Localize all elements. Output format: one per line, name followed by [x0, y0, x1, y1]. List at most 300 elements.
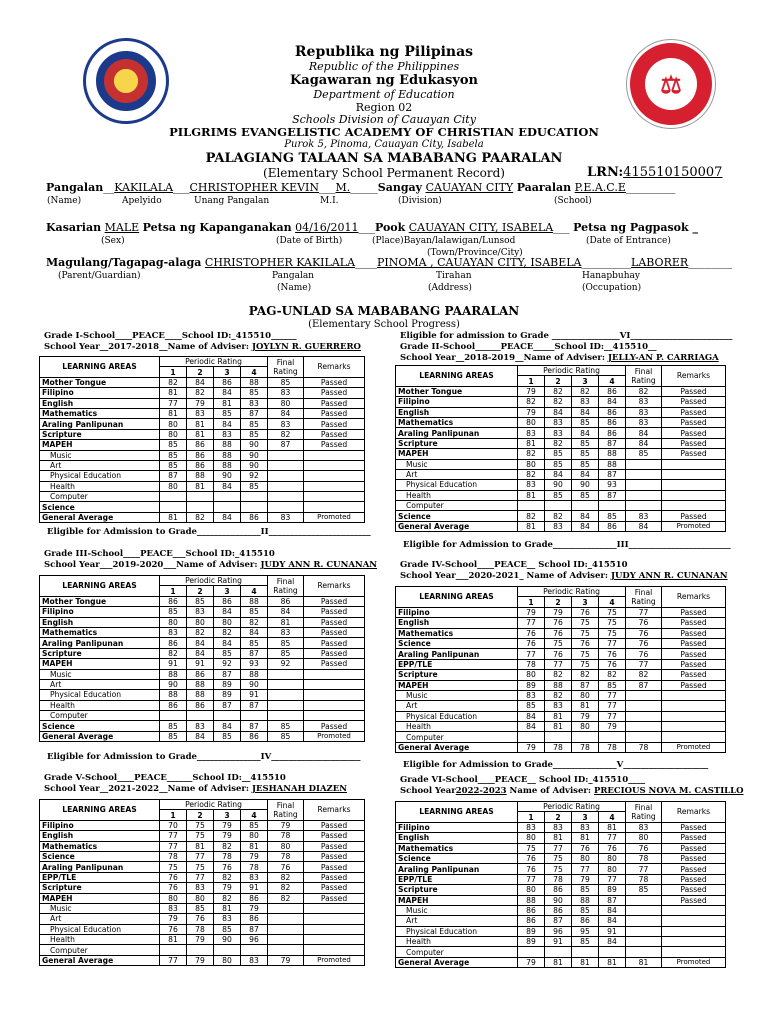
- school-year-line: School Year___2019-2020___Name of Adviser: JUDY ANN R. CUNANAN: [44, 560, 378, 570]
- remarks-cell: Passed: [304, 429, 365, 439]
- quarter-grade: 82: [545, 511, 572, 521]
- learning-area: Araling Panlipunan: [396, 864, 518, 874]
- final-grade: 82: [268, 893, 304, 903]
- quarter-grade: 77: [187, 851, 214, 861]
- republic-heading: Republika ng Pilipinas: [294, 44, 474, 60]
- quarter-grade: 82: [160, 377, 187, 387]
- adviser-name: JUDY ANN R. CUNANAN: [260, 560, 378, 570]
- quarter-grade: 84: [599, 937, 626, 947]
- lrn-field: LRN:415510150007: [587, 165, 723, 180]
- quarter-grade: 85: [241, 481, 268, 491]
- periodic-rating-header: Periodic Rating: [160, 357, 268, 367]
- quarter-grade: 81: [160, 388, 187, 398]
- final-grade: [626, 711, 662, 721]
- table-row: [40, 471, 365, 481]
- remarks-cell: Passed: [304, 721, 365, 731]
- quarter-grade: 77: [599, 690, 626, 700]
- grade-school-line: Grade V-School____PEACE______School ID:__415510: [44, 773, 286, 783]
- final-grade: [626, 916, 662, 926]
- learning-area: Art: [396, 916, 518, 926]
- quarter-grade: 75: [599, 628, 626, 638]
- quarter-grade: 75: [545, 864, 572, 874]
- quarter-grade: 86: [599, 407, 626, 417]
- quarter-grade: 77: [160, 841, 187, 851]
- quarter-grade: 79: [214, 883, 241, 893]
- remarks-cell: Passed: [662, 428, 726, 438]
- quarter-grade: 81: [545, 957, 572, 967]
- final-grade: 76: [626, 638, 662, 648]
- final-grade: [626, 480, 662, 490]
- quarter-grade: 80: [599, 864, 626, 874]
- quarter-grade: 76: [518, 853, 545, 863]
- quarter-grade: 90: [241, 450, 268, 460]
- quarter-grade: 89: [518, 937, 545, 947]
- remarks-cell: Passed: [662, 874, 726, 884]
- quarter-grade: 79: [214, 820, 241, 830]
- quarter-grade: 76: [572, 638, 599, 648]
- remarks-cell: Passed: [662, 511, 726, 521]
- place-caption-2: (Town/Province/City): [427, 248, 523, 258]
- table-row: [40, 690, 365, 700]
- final-grade: 80: [268, 398, 304, 408]
- remarks-cell: [304, 700, 365, 710]
- learning-area: Filipino: [40, 388, 160, 398]
- division-caption: (Division): [398, 196, 442, 206]
- learning-area: Filipino: [396, 822, 518, 832]
- quarter-grade: 81: [160, 935, 187, 945]
- quarter-grade: 75: [572, 649, 599, 659]
- dob-caption: (Date of Birth): [276, 236, 343, 246]
- remarks-cell: Passed: [304, 617, 365, 627]
- quarter-grade: 82: [187, 627, 214, 637]
- final-grade: 78: [626, 874, 662, 884]
- table-row: [40, 429, 365, 439]
- quarter-grade: 81: [518, 490, 545, 500]
- quarter-grade: 90: [241, 679, 268, 689]
- quarter-grade: 82: [518, 449, 545, 459]
- remarks-cell: Passed: [304, 408, 365, 418]
- quarter-grade: 83: [214, 914, 241, 924]
- quarter-grade: 77: [518, 618, 545, 628]
- school-heading: PILGRIMS EVANGELISTIC ACADEMY OF CHRISTIAN EDUCATION: [169, 125, 599, 139]
- final-grade: 77: [626, 864, 662, 874]
- final-grade: 83: [626, 822, 662, 832]
- quarter-grade: 90: [545, 895, 572, 905]
- quarter-grade: 84: [518, 722, 545, 732]
- quarter-grade: 80: [599, 853, 626, 863]
- quarter-grade: 81: [518, 521, 545, 531]
- quarter-grade: 86: [518, 916, 545, 926]
- learning-area: Music: [40, 450, 160, 460]
- quarter-grade: 82: [160, 648, 187, 658]
- remarks-cell: Passed: [662, 649, 726, 659]
- final-grade: 83: [626, 417, 662, 427]
- learning-area: Mathematics: [40, 408, 160, 418]
- final-grade: 82: [268, 429, 304, 439]
- table-row: [40, 955, 365, 965]
- remarks-cell: Passed: [304, 627, 365, 637]
- learning-area: EPP/TLE: [396, 659, 518, 669]
- department-heading-en: Department of Education: [313, 88, 455, 101]
- school-address: Purok 5, Pinoma, Cauayan City, Isabela: [284, 139, 484, 150]
- quarter-grade: 76: [160, 924, 187, 934]
- quarter-grade: [187, 711, 214, 721]
- quarter-grade: [241, 945, 268, 955]
- quarter-grade: 83: [187, 721, 214, 731]
- final-grade: 79: [268, 820, 304, 830]
- quarter-grade: 77: [518, 874, 545, 884]
- quarter-grade: 78: [572, 742, 599, 752]
- learning-area: Araling Panlipunan: [396, 428, 518, 438]
- quarter-grade: 78: [187, 924, 214, 934]
- quarter-grade: 79: [160, 914, 187, 924]
- remarks-cell: Passed: [304, 377, 365, 387]
- remarks-cell: Passed: [304, 388, 365, 398]
- quarter-grade: 80: [572, 690, 599, 700]
- table-row: [40, 502, 365, 512]
- learning-areas-header: LEARNING AREAS: [396, 366, 518, 387]
- quarter-header: 2: [187, 367, 214, 377]
- quarter-grade: 85: [241, 419, 268, 429]
- remarks-cell: [304, 903, 365, 913]
- quarter-grade: 86: [160, 596, 187, 606]
- table-row: [396, 407, 726, 417]
- quarter-grade: 81: [214, 903, 241, 913]
- table-row: [396, 607, 726, 617]
- adviser-name: PRECIOUS NOVA M. CASTILLO: [593, 786, 744, 796]
- quarter-grade: 82: [545, 438, 572, 448]
- remarks-cell: [662, 905, 726, 915]
- learning-area: Art: [40, 460, 160, 470]
- quarter-grade: 85: [545, 459, 572, 469]
- final-grade: 78: [268, 851, 304, 861]
- final-grade: 78: [268, 831, 304, 841]
- school-year-line: School Year2022-2023 Name of Adviser: PRECIOUS NOVA M. CASTILLO: [400, 786, 744, 796]
- quarter-grade: 76: [160, 872, 187, 882]
- quarter-grade: 87: [241, 721, 268, 731]
- table-row: [396, 947, 726, 957]
- learning-area: General Average: [396, 521, 518, 531]
- quarter-grade: 76: [160, 883, 187, 893]
- school-caption: (School): [554, 196, 592, 206]
- quarter-grade: 84: [214, 512, 241, 522]
- quarter-grade: 83: [518, 690, 545, 700]
- name-caption-2: (Name): [277, 283, 312, 293]
- quarter-grade: 78: [545, 742, 572, 752]
- final-grade: 77: [626, 659, 662, 669]
- remarks-cell: Passed: [662, 386, 726, 396]
- table-row: [396, 864, 726, 874]
- quarter-grade: 88: [241, 669, 268, 679]
- final-grade: [268, 502, 304, 512]
- final-grade: [268, 669, 304, 679]
- quarter-grade: [160, 502, 187, 512]
- table-row: [396, 680, 726, 690]
- remarks-cell: Passed: [662, 638, 726, 648]
- table-row: [396, 916, 726, 926]
- quarter-grade: 80: [214, 955, 241, 965]
- learning-area: MAPEH: [40, 893, 160, 903]
- quarter-grade: 82: [599, 670, 626, 680]
- final-rating-header: Final Rating: [626, 587, 662, 608]
- republic-heading-en: Republic of the Philippines: [308, 60, 460, 73]
- remarks-cell: [662, 501, 726, 511]
- learning-area: Art: [40, 679, 160, 689]
- quarter-grade: 88: [572, 895, 599, 905]
- learning-area: Filipino: [40, 607, 160, 617]
- table-row: [396, 397, 726, 407]
- quarter-grade: 84: [545, 407, 572, 417]
- table-row: [40, 638, 365, 648]
- learning-area: Computer: [40, 945, 160, 955]
- periodic-rating-header: Periodic Rating: [518, 366, 626, 376]
- table-row: [40, 596, 365, 606]
- quarter-grade: 80: [187, 893, 214, 903]
- quarter-grade: 81: [241, 841, 268, 851]
- table-row: [396, 701, 726, 711]
- learning-area: Filipino: [396, 607, 518, 617]
- table-row: [396, 428, 726, 438]
- quarter-grade: 76: [545, 628, 572, 638]
- learning-area: MAPEH: [396, 680, 518, 690]
- quarter-grade: 77: [599, 638, 626, 648]
- learning-area: Health: [396, 937, 518, 947]
- quarter-grade: 79: [518, 386, 545, 396]
- quarter-grade: [572, 947, 599, 957]
- final-grade: 76: [268, 862, 304, 872]
- quarter-grade: 80: [572, 722, 599, 732]
- table-row: [40, 669, 365, 679]
- quarter-grade: [214, 502, 241, 512]
- table-row: [40, 903, 365, 913]
- final-grade: 80: [626, 833, 662, 843]
- guardian-caption: (Parent/Guardian): [58, 271, 141, 281]
- apelyido-caption: Apelyido: [122, 196, 162, 206]
- quarter-grade: [599, 732, 626, 742]
- eligibility-line: Eligible for Admission to Grade_______________II________________________: [47, 527, 371, 537]
- school-year-line: School Year__2017-2018__Name of Adviser: JOYLYN R. GUERRERO: [44, 342, 361, 352]
- quarter-grade: 80: [518, 417, 545, 427]
- quarter-grade: 88: [187, 679, 214, 689]
- school-year-line: School Year___2020-2021_ Name of Adviser: JUDY ANN R. CUNANAN: [400, 571, 728, 581]
- quarter-grade: 76: [599, 843, 626, 853]
- quarter-header: 3: [214, 810, 241, 820]
- remarks-cell: [662, 732, 726, 742]
- quarter-grade: 78: [241, 862, 268, 872]
- quarter-grade: 84: [214, 607, 241, 617]
- final-grade: 81: [626, 957, 662, 967]
- quarter-grade: 87: [599, 895, 626, 905]
- table-row: [396, 742, 726, 752]
- entrance-caption: (Date of Entrance): [586, 236, 671, 246]
- final-grade: [268, 450, 304, 460]
- quarter-grade: 84: [572, 469, 599, 479]
- quarter-grade: 89: [518, 926, 545, 936]
- table-row: [396, 822, 726, 832]
- learning-areas-header: LEARNING AREAS: [40, 800, 160, 821]
- remarks-cell: Passed: [662, 670, 726, 680]
- quarter-grade: 87: [160, 471, 187, 481]
- place-caption: (Place)Bayan/lalawigan/Lunsod: [372, 236, 516, 246]
- table-row: [396, 957, 726, 967]
- quarter-grade: 70: [160, 820, 187, 830]
- quarter-grade: 86: [518, 905, 545, 915]
- remarks-cell: [304, 679, 365, 689]
- quarter-grade: 88: [214, 440, 241, 450]
- table-row: [396, 885, 726, 895]
- quarter-grade: 86: [187, 700, 214, 710]
- final-grade: [626, 947, 662, 957]
- quarter-header: 1: [518, 812, 545, 822]
- final-grade: 82: [626, 670, 662, 680]
- quarter-header: 2: [187, 810, 214, 820]
- learning-area: MAPEH: [40, 659, 160, 669]
- page-subtitle: (Elementary School Permanent Record): [263, 166, 505, 180]
- table-row: [40, 945, 365, 955]
- learning-area: Music: [396, 459, 518, 469]
- remarks-cell: Promoted: [304, 731, 365, 741]
- learning-area: Mathematics: [40, 627, 160, 637]
- quarter-grade: 84: [187, 731, 214, 741]
- quarter-grade: 84: [214, 721, 241, 731]
- quarter-grade: 77: [187, 872, 214, 882]
- quarter-grade: [187, 945, 214, 955]
- final-grade: [268, 481, 304, 491]
- quarter-grade: 82: [187, 388, 214, 398]
- quarter-grade: [572, 732, 599, 742]
- quarter-grade: [572, 501, 599, 511]
- quarter-grade: [160, 945, 187, 955]
- eligibility-line: Eligible for Admission to Grade_______________III________________________: [403, 540, 731, 550]
- final-grade: 87: [626, 680, 662, 690]
- final-grade: 85: [626, 449, 662, 459]
- learning-area: Scripture: [40, 648, 160, 658]
- learning-area: Science: [40, 721, 160, 731]
- quarter-grade: 75: [572, 618, 599, 628]
- quarter-grade: 93: [241, 659, 268, 669]
- remarks-cell: Passed: [662, 895, 726, 905]
- quarter-grade: 88: [518, 895, 545, 905]
- quarter-grade: 84: [214, 481, 241, 491]
- table-row: [40, 440, 365, 450]
- eligibility-line: Eligible for Admission to Grade_______________V____________________: [403, 760, 709, 770]
- learning-area: Araling Panlipunan: [40, 638, 160, 648]
- quarter-grade: 86: [599, 386, 626, 396]
- learning-area: English: [396, 407, 518, 417]
- learning-area: Health: [40, 481, 160, 491]
- quarter-grade: 81: [572, 833, 599, 843]
- quarter-grade: 85: [241, 820, 268, 830]
- quarter-grade: 77: [160, 955, 187, 965]
- remarks-cell: Passed: [662, 885, 726, 895]
- quarter-grade: 79: [572, 874, 599, 884]
- final-grade: 79: [268, 955, 304, 965]
- quarter-grade: 86: [241, 893, 268, 903]
- quarter-grade: 82: [545, 397, 572, 407]
- learning-area: Science: [396, 853, 518, 863]
- quarter-grade: 88: [187, 690, 214, 700]
- final-grade: 83: [626, 511, 662, 521]
- quarter-grade: 86: [241, 914, 268, 924]
- final-grade: 86: [268, 596, 304, 606]
- remarks-header: Remarks: [662, 587, 726, 608]
- quarter-grade: 86: [572, 916, 599, 926]
- final-grade: 82: [626, 386, 662, 396]
- final-grade: 85: [268, 721, 304, 731]
- remarks-cell: [304, 471, 365, 481]
- division-heading: Schools Division of Cauayan City: [292, 113, 476, 126]
- quarter-grade: 85: [241, 638, 268, 648]
- periodic-rating-header: Periodic Rating: [160, 576, 268, 586]
- quarter-grade: 84: [599, 905, 626, 915]
- quarter-grade: 80: [160, 481, 187, 491]
- remarks-cell: [662, 459, 726, 469]
- quarter-grade: 91: [187, 659, 214, 669]
- remarks-cell: Passed: [662, 833, 726, 843]
- quarter-grade: 75: [518, 843, 545, 853]
- quarter-grade: 86: [599, 521, 626, 531]
- quarter-grade: 85: [572, 885, 599, 895]
- quarter-header: 4: [241, 810, 268, 820]
- quarter-grade: 85: [214, 731, 241, 741]
- learning-area: General Average: [40, 512, 160, 522]
- learning-area: Science: [40, 851, 160, 861]
- table-row: [40, 398, 365, 408]
- final-rating-header: Final Rating: [268, 357, 304, 378]
- quarter-grade: 85: [572, 417, 599, 427]
- quarter-grade: 75: [187, 862, 214, 872]
- quarter-grade: 82: [518, 511, 545, 521]
- quarter-grade: 82: [214, 872, 241, 882]
- remarks-cell: [304, 690, 365, 700]
- table-row: [40, 659, 365, 669]
- learning-area: Health: [396, 722, 518, 732]
- learning-area: Scripture: [396, 670, 518, 680]
- quarter-grade: 82: [214, 627, 241, 637]
- remarks-cell: [662, 947, 726, 957]
- periodic-rating-header: Periodic Rating: [518, 587, 626, 597]
- quarter-grade: 86: [214, 596, 241, 606]
- table-row: [396, 649, 726, 659]
- quarter-grade: 82: [214, 841, 241, 851]
- table-row: [40, 408, 365, 418]
- quarter-grade: 96: [545, 926, 572, 936]
- grades-table: [395, 801, 726, 968]
- occupation-caption: (Occupation): [582, 283, 642, 293]
- final-rating-header: Final Rating: [626, 802, 662, 823]
- pangalan-caption: Pangalan: [272, 271, 314, 281]
- quarter-grade: 81: [160, 408, 187, 418]
- remarks-cell: Promoted: [662, 521, 726, 531]
- quarter-grade: 88: [187, 471, 214, 481]
- quarter-header: 1: [518, 597, 545, 607]
- final-rating-header: Final Rating: [268, 800, 304, 821]
- quarter-grade: 86: [241, 512, 268, 522]
- remarks-cell: [662, 690, 726, 700]
- remarks-cell: Passed: [662, 407, 726, 417]
- quarter-grade: 76: [518, 864, 545, 874]
- quarter-grade: [214, 711, 241, 721]
- quarter-grade: [599, 501, 626, 511]
- learning-area: MAPEH: [40, 440, 160, 450]
- remarks-cell: Passed: [662, 843, 726, 853]
- final-grade: 84: [268, 607, 304, 617]
- remarks-cell: Passed: [304, 851, 365, 861]
- final-grade: [268, 679, 304, 689]
- learning-area: Scripture: [40, 429, 160, 439]
- quarter-grade: [241, 711, 268, 721]
- quarter-grade: 88: [214, 460, 241, 470]
